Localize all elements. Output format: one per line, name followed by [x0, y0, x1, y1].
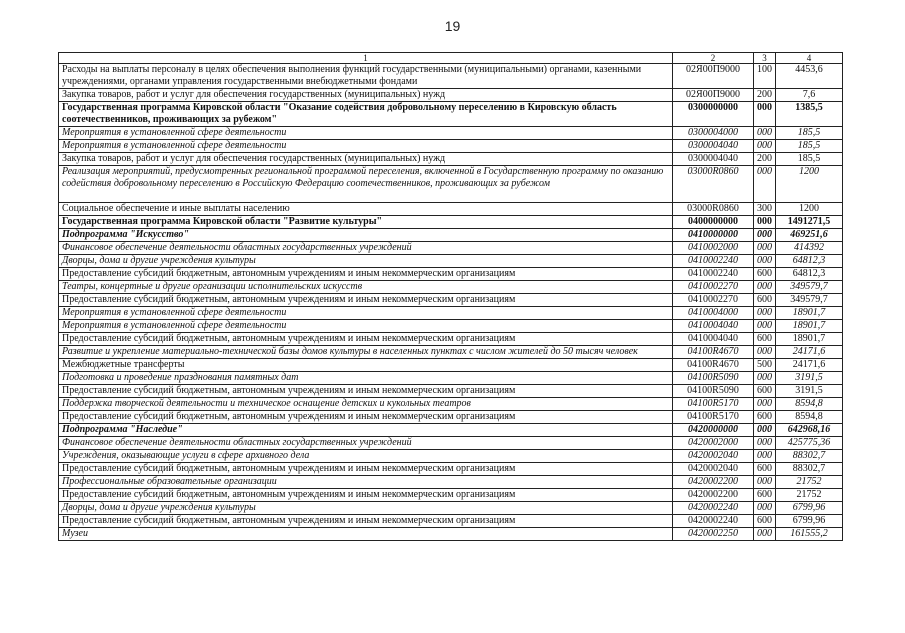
table-row: [59, 268, 843, 281]
table-row: [59, 255, 843, 268]
row-code-cell: 03000R0860: [673, 203, 754, 216]
row-name-cell: Дворцы, дома и другие учреждения культуры: [59, 255, 673, 268]
row-amount-cell: 1200: [776, 203, 843, 216]
row-code-cell: 0410002000: [673, 242, 754, 255]
row-code-cell: 0410000000: [673, 229, 754, 242]
row-amount-cell: 24171,6: [776, 346, 843, 359]
row-name-cell: Предоставление субсидий бюджетным, автономным учреждениям и иным некоммерческим организациям: [59, 333, 673, 346]
row-amount-cell: 6799,96: [776, 515, 843, 528]
table-row: [59, 372, 843, 385]
table-row: [59, 437, 843, 450]
row-amount-cell: 7,6: [776, 89, 843, 102]
row-code-cell: 0300000000: [673, 102, 754, 127]
row-name-cell: Предоставление субсидий бюджетным, автономным учреждениям и иным некоммерческим организациям: [59, 268, 673, 281]
row-name-cell: Государственная программа Кировской области "Оказание содействия добровольному переселению в Кировскую область соотечественников, проживающих за рубежом": [59, 102, 673, 127]
row-name-cell: Предоставление субсидий бюджетным, автономным учреждениям и иным некоммерческим организациям: [59, 411, 673, 424]
row-name-cell: Государственная программа Кировской области "Развитие культуры": [59, 216, 673, 229]
table-row: [59, 359, 843, 372]
row-code-cell: 02Я00П9000: [673, 64, 754, 89]
row-code-cell: 04100R5170: [673, 411, 754, 424]
row-code-cell: 0420000000: [673, 424, 754, 437]
row-type-cell: 000: [754, 166, 776, 203]
row-code-cell: 0420002250: [673, 528, 754, 541]
row-name-cell: Социальное обеспечение и иные выплаты населению: [59, 203, 673, 216]
row-code-cell: 03000R0860: [673, 166, 754, 203]
row-amount-cell: 469251,6: [776, 229, 843, 242]
table-row: [59, 140, 843, 153]
row-type-cell: 000: [754, 320, 776, 333]
row-type-cell: 000: [754, 476, 776, 489]
row-code-cell: 0300004040: [673, 153, 754, 166]
row-type-cell: 300: [754, 203, 776, 216]
row-name-cell: Развитие и укрепление материально-технической базы домов культуры в населенных пунктах с числом жителей до 50 тысяч человек: [59, 346, 673, 359]
row-name-cell: Поддержка творческой деятельности и техническое оснащение детских и кукольных театров: [59, 398, 673, 411]
column-header-1: 1: [59, 53, 673, 64]
row-code-cell: 04100R5170: [673, 398, 754, 411]
row-amount-cell: 349579,7: [776, 294, 843, 307]
row-name-cell: Реализация мероприятий, предусмотренных региональной программой переселения, включенной в Государственную программу по оказанию содействия добровольному переселению в Российскую Федерацию соотечественников, проживающих за рубежом: [59, 166, 673, 203]
row-amount-cell: 3191,5: [776, 372, 843, 385]
row-name-cell: Дворцы, дома и другие учреждения культуры: [59, 502, 673, 515]
row-amount-cell: 21752: [776, 489, 843, 502]
row-amount-cell: 3191,5: [776, 385, 843, 398]
table-row: [59, 463, 843, 476]
table-row: [59, 385, 843, 398]
row-code-cell: 0420002240: [673, 515, 754, 528]
table-row: [59, 489, 843, 502]
row-code-cell: 04100R5090: [673, 385, 754, 398]
row-code-cell: 04100R5090: [673, 372, 754, 385]
row-code-cell: 0410002270: [673, 294, 754, 307]
row-amount-cell: 24171,6: [776, 359, 843, 372]
row-amount-cell: 18901,7: [776, 307, 843, 320]
row-type-cell: 200: [754, 89, 776, 102]
row-name-cell: Подпрограмма "Наследие": [59, 424, 673, 437]
table-header-row: [59, 53, 843, 64]
row-code-cell: 0420002240: [673, 502, 754, 515]
row-code-cell: 0300004040: [673, 140, 754, 153]
row-code-cell: 0410004040: [673, 320, 754, 333]
row-code-cell: 02Я00П9000: [673, 89, 754, 102]
row-type-cell: 000: [754, 502, 776, 515]
row-type-cell: 000: [754, 216, 776, 229]
row-amount-cell: 414392: [776, 242, 843, 255]
row-code-cell: 04100R4670: [673, 346, 754, 359]
row-amount-cell: 88302,7: [776, 450, 843, 463]
row-name-cell: Межбюджетные трансферты: [59, 359, 673, 372]
table-row: [59, 102, 843, 127]
table-row: [59, 528, 843, 541]
row-code-cell: 0420002040: [673, 450, 754, 463]
row-amount-cell: 1385,5: [776, 102, 843, 127]
row-type-cell: 100: [754, 64, 776, 89]
row-type-cell: 000: [754, 424, 776, 437]
row-code-cell: 04100R4670: [673, 359, 754, 372]
row-type-cell: 000: [754, 242, 776, 255]
row-amount-cell: 185,5: [776, 153, 843, 166]
table-row: [59, 281, 843, 294]
row-type-cell: 600: [754, 411, 776, 424]
row-amount-cell: 18901,7: [776, 320, 843, 333]
row-type-cell: 600: [754, 333, 776, 346]
row-type-cell: 200: [754, 153, 776, 166]
row-amount-cell: 4453,6: [776, 64, 843, 89]
table-row: [59, 476, 843, 489]
row-amount-cell: 1491271,5: [776, 216, 843, 229]
column-header-3: 3: [754, 53, 776, 64]
row-name-cell: Финансовое обеспечение деятельности областных государственных учреждений: [59, 437, 673, 450]
row-name-cell: Закупка товаров, работ и услуг для обеспечения государственных (муниципальных) нужд: [59, 153, 673, 166]
row-code-cell: 0420002200: [673, 489, 754, 502]
row-name-cell: Профессиональные образовательные организации: [59, 476, 673, 489]
row-amount-cell: 185,5: [776, 140, 843, 153]
row-code-cell: 0420002000: [673, 437, 754, 450]
row-code-cell: 0410004000: [673, 307, 754, 320]
row-name-cell: Расходы на выплаты персоналу в целях обеспечения выполнения функций государственными (муниципальными) органами, казенными учреждениями, органами управления государственными внебюджетными фондами: [59, 64, 673, 89]
row-type-cell: 600: [754, 463, 776, 476]
table-row: [59, 346, 843, 359]
budget-table-body: [59, 53, 843, 541]
row-name-cell: Мероприятия в установленной сфере деятельности: [59, 307, 673, 320]
row-type-cell: 000: [754, 346, 776, 359]
row-type-cell: 600: [754, 385, 776, 398]
row-name-cell: Подпрограмма "Искусство": [59, 229, 673, 242]
row-amount-cell: 21752: [776, 476, 843, 489]
row-name-cell: Предоставление субсидий бюджетным, автономным учреждениям и иным некоммерческим организациям: [59, 515, 673, 528]
row-type-cell: 000: [754, 229, 776, 242]
row-type-cell: 000: [754, 398, 776, 411]
row-amount-cell: 6799,96: [776, 502, 843, 515]
row-amount-cell: 88302,7: [776, 463, 843, 476]
row-amount-cell: 64812,3: [776, 255, 843, 268]
row-code-cell: 0420002040: [673, 463, 754, 476]
column-header-4: 4: [776, 53, 843, 64]
row-type-cell: 600: [754, 515, 776, 528]
row-name-cell: Мероприятия в установленной сфере деятельности: [59, 320, 673, 333]
row-name-cell: Финансовое обеспечение деятельности областных государственных учреждений: [59, 242, 673, 255]
budget-table: [58, 52, 843, 541]
table-row: [59, 166, 843, 203]
page-number: 19: [444, 18, 461, 34]
row-type-cell: 600: [754, 294, 776, 307]
row-type-cell: 000: [754, 372, 776, 385]
table-row: [59, 216, 843, 229]
row-code-cell: 0400000000: [673, 216, 754, 229]
row-type-cell: 000: [754, 127, 776, 140]
table-row: [59, 502, 843, 515]
row-type-cell: 000: [754, 307, 776, 320]
row-code-cell: 0410002270: [673, 281, 754, 294]
row-amount-cell: 349579,7: [776, 281, 843, 294]
table-row: [59, 411, 843, 424]
row-amount-cell: 185,5: [776, 127, 843, 140]
row-name-cell: Предоставление субсидий бюджетным, автономным учреждениям и иным некоммерческим организациям: [59, 385, 673, 398]
row-type-cell: 500: [754, 359, 776, 372]
row-amount-cell: 1200: [776, 166, 843, 203]
row-code-cell: 0410002240: [673, 268, 754, 281]
row-amount-cell: 8594,8: [776, 398, 843, 411]
row-amount-cell: 425775,36: [776, 437, 843, 450]
row-type-cell: 600: [754, 268, 776, 281]
row-amount-cell: 161555,2: [776, 528, 843, 541]
table-row: [59, 64, 843, 89]
table-row: [59, 127, 843, 140]
table-row: [59, 294, 843, 307]
table-row: [59, 320, 843, 333]
row-name-cell: Предоставление субсидий бюджетным, автономным учреждениям и иным некоммерческим организациям: [59, 489, 673, 502]
row-code-cell: 0300004000: [673, 127, 754, 140]
table-row: [59, 333, 843, 346]
row-name-cell: Музеи: [59, 528, 673, 541]
table-row: [59, 229, 843, 242]
column-header-2: 2: [673, 53, 754, 64]
row-name-cell: Театры, концертные и другие организации исполнительских искусств: [59, 281, 673, 294]
table-row: [59, 398, 843, 411]
row-type-cell: 000: [754, 140, 776, 153]
table-row: [59, 242, 843, 255]
row-type-cell: 000: [754, 281, 776, 294]
row-amount-cell: 642968,16: [776, 424, 843, 437]
row-name-cell: Закупка товаров, работ и услуг для обеспечения государственных (муниципальных) нужд: [59, 89, 673, 102]
row-amount-cell: 64812,3: [776, 268, 843, 281]
table-row: [59, 153, 843, 166]
row-amount-cell: 18901,7: [776, 333, 843, 346]
row-name-cell: Мероприятия в установленной сфере деятельности: [59, 127, 673, 140]
row-type-cell: 000: [754, 437, 776, 450]
row-code-cell: 0410004040: [673, 333, 754, 346]
table-row: [59, 203, 843, 216]
row-type-cell: 000: [754, 528, 776, 541]
row-code-cell: 0420002200: [673, 476, 754, 489]
row-amount-cell: 8594,8: [776, 411, 843, 424]
table-row: [59, 515, 843, 528]
table-row: [59, 424, 843, 437]
row-type-cell: 000: [754, 102, 776, 127]
row-name-cell: Учреждения, оказывающие услуги в сфере архивного дела: [59, 450, 673, 463]
row-name-cell: Предоставление субсидий бюджетным, автономным учреждениям и иным некоммерческим организациям: [59, 294, 673, 307]
table-row: [59, 89, 843, 102]
row-type-cell: 000: [754, 450, 776, 463]
row-type-cell: 600: [754, 489, 776, 502]
table-row: [59, 307, 843, 320]
table-row: [59, 450, 843, 463]
row-name-cell: Предоставление субсидий бюджетным, автономным учреждениям и иным некоммерческим организациям: [59, 463, 673, 476]
row-name-cell: Подготовка и проведение празднования памятных дат: [59, 372, 673, 385]
row-type-cell: 000: [754, 255, 776, 268]
row-code-cell: 0410002240: [673, 255, 754, 268]
row-name-cell: Мероприятия в установленной сфере деятельности: [59, 140, 673, 153]
